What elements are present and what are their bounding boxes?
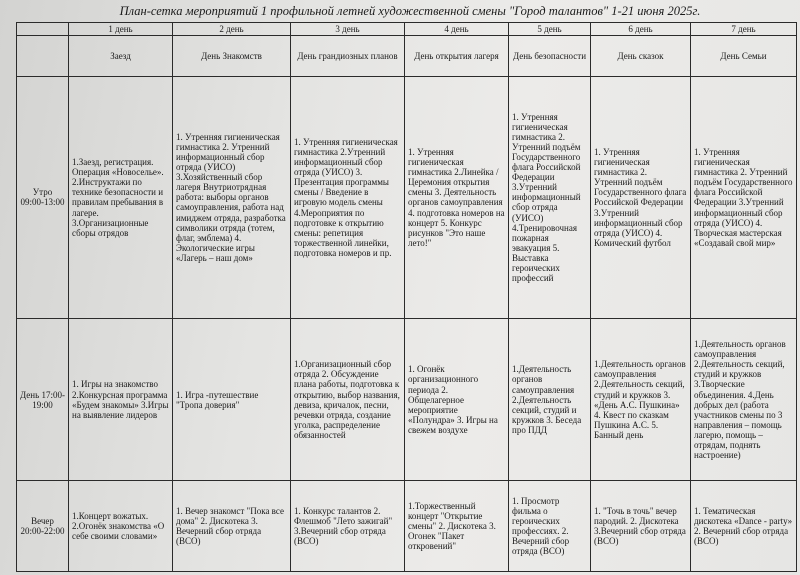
- day-number: 1 день: [69, 23, 173, 36]
- activity-cell: 1. Игра -путешествие "Тропа доверия": [173, 319, 291, 481]
- day-name: День грандиозных планов: [291, 36, 405, 76]
- day-name: День сказок: [591, 36, 691, 76]
- corner-cell: [17, 23, 69, 36]
- activity-cell: 1. Огонёк организационного периода 2. Общелагерное мероприятие «Полундра» 3. Игры на свежем воздухе: [405, 319, 509, 481]
- activity-cell: 1.Деятельность органов самоуправления 2.Деятельность секций, студий и кружков 3.Творческие объединения. 4.День добрых дел (работа участников смены по 3 направления – помощь лагерю, помощь – отрядам, поднять настроение): [691, 319, 797, 481]
- activity-cell: 1. "Точь в точь" вечер пародий. 2. Дискотека 3.Вечерний сбор отряда (ВСО): [591, 480, 691, 571]
- activity-cell: 1.Заезд, регистрация. Операция «Новоселье». 2.Инструктажи по технике безопасности и правилам пребывания в лагере. 3.Организационные сборы отрядов: [69, 76, 173, 319]
- day-name-row: [17, 36, 797, 76]
- activity-cell: 1.Торжественный концерт "Открытие смены" 2. Дискотека 3. Огонек "Пакет откровений": [405, 480, 509, 571]
- activity-cell: 1. Тематическая дискотека «Dance - party» 2. Вечерний сбор отряда (ВСО): [691, 480, 797, 571]
- activity-cell: 1. Утренняя гигиеническая гимнастика 2. Утренний подъём Государственного флага Российской Федерации 3.Утренний информационный сбор отряда (УИСО) 4.Тренировочная пожарная эвакуация 5. Выставка героических профессий: [509, 76, 591, 319]
- activity-cell: 1.Концерт вожатых. 2.Огонёк знакомства «О себе своими словами»: [69, 480, 173, 571]
- day-number: 6 день: [591, 23, 691, 36]
- day-number: 5 день: [509, 23, 591, 36]
- activity-cell: 1. Вечер знакомст "Пока все дома" 2. Дискотека 3. Вечерний сбор отряда (ВСО): [173, 480, 291, 571]
- day-name: День Семьи: [691, 36, 797, 76]
- activity-cell: 1. Утренняя гигиеническая гимнастика 2.Линейка / Церемония открытия смены 3. Деятельность органов самоуправления 4. подготовка номеров на концерт 5. Конкурс рисунков "Это наше лето!": [405, 76, 509, 319]
- activity-cell: 1. Игры на знакомство 2.Конкурсная программа «Будем знакомы» 3.Игры на выявление лидеров: [69, 319, 173, 481]
- time-slot-label: День 17:00-19:00: [17, 319, 69, 481]
- time-slot-label: Вечер 20:00-22:00: [17, 480, 69, 571]
- day-number: 7 день: [691, 23, 797, 36]
- activity-cell: 1.Деятельность органов самоуправления 2.Деятельность секций, студий и кружков 3. Беседа про ПДД: [509, 319, 591, 481]
- day-name: День безопасности: [509, 36, 591, 76]
- activity-cell: 1. Утренняя гигиеническая гимнастика 2. Утренний подъём Государственного флага Российской Федерации 3.Утренний информационный сбор отряда (УИСО) 4. Комический футбол: [591, 76, 691, 319]
- evening-row: [17, 480, 797, 571]
- activity-cell: 1. Утренняя гигиеническая гимнастика 2.Утренний информационный сбор отряда (УИСО) 3. Презентация программы смены / Введение в игровую модель смены 4.Мероприятия по подготовке к открытию смены: репетиция торжественной линейки, подготовка номеров и пр.: [291, 76, 405, 319]
- day-name: Заезд: [69, 36, 173, 76]
- activity-cell: 1.Деятельность органов самоуправления 2.Деятельность секций, студий и кружков 3. «День А.С. Пушкина» 4. Квест по сказкам Пушкина А.С. 5. Банный день: [591, 319, 691, 481]
- activity-cell: 1.Организационный сбор отряда 2. Обсуждение плана работы, подготовка к открытию, выбор названия, девиза, кричалок, песни, речевки отряда, создание уголка, распределение обязанностей: [291, 319, 405, 481]
- day-number: 2 день: [173, 23, 291, 36]
- page-title: План-сетка мероприятий 1 профильной летней художественной смены "Город талантов" 1-21 июня 2025г.: [119, 4, 701, 18]
- day-name: День Знакомств: [173, 36, 291, 76]
- day-number-row: [17, 23, 797, 36]
- activity-cell: 1. Утренняя гигиеническая гимнастика 2. Утренний подъём Государственного флага Российской Федерации 3.Утренний информационный сбор отряда (УИСО) 4. Творческая мастерская «Создавай свой мир»: [691, 76, 797, 319]
- day-number: 3 день: [291, 23, 405, 36]
- corner-cell: [17, 36, 69, 76]
- activity-cell: 1. Конкурс талантов 2. Флешмоб "Лето зажигай" 3.Вечерний сбор отряда (ВСО): [291, 480, 405, 571]
- day-number: 4 день: [405, 23, 509, 36]
- schedule-table: [16, 22, 797, 572]
- day-name: День открытия лагеря: [405, 36, 509, 76]
- time-slot-label: Утро 09:00-13:00: [17, 76, 69, 319]
- activity-cell: 1. Просмотр фильма о героических профессиях. 2. Вечерний сбор отряда (ВСО): [509, 480, 591, 571]
- activity-cell: 1. Утренняя гигиеническая гимнастика 2. Утренний информационный сбор отряда (УИСО) 3.Хозяйственный сбор лагеря Внутриотрядная работа: выборы органов самоуправления, работа над имиджем отряда, разработка символики отряда (тотем, флаг, эмблема) 4. Экологические игры «Лагерь – наш дом»: [173, 76, 291, 319]
- morning-row: [17, 76, 797, 319]
- afternoon-row: [17, 319, 797, 481]
